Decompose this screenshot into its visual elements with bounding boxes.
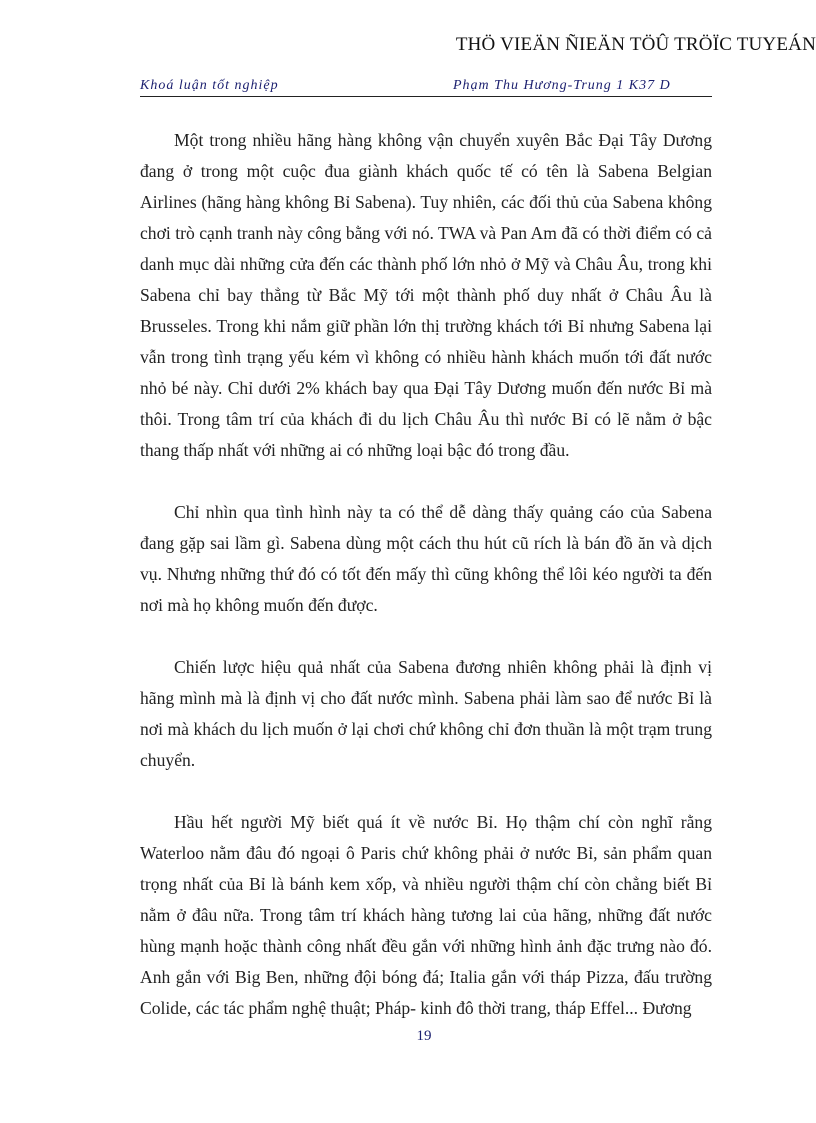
paragraph-4: Hầu hết người Mỹ biết quá ít về nước Bỉ. Họ thậm chí còn nghĩ rằng Waterloo nằm đâu đó ngoại ô Paris chứ không phải ở nước Bỉ, sản phẩm quan trọng nhất của Bỉ là bánh kem xốp, và nhiều người thậm chí còn chẳng biết Bỉ nằm ở đâu nữa. Trong tâm trí khách hàng tương lai của hãng, những đất nước hùng mạnh hoặc thành công nhất đều gắn với những hình ảnh đặc trưng nào đó. Anh gắn với Big Ben, những đội bóng đá; Italia gắn với tháp Pizza, đấu trường Colide, các tác phẩm nghệ thuật; Pháp- kinh đô thời trang, tháp Effel... Đương	[140, 812, 712, 1018]
header-thesis-label: Khoá luận tốt nghiệp	[140, 78, 279, 93]
page-body	[140, 125, 712, 1024]
running-header	[140, 76, 712, 97]
header-author: Phạm Thu Hương-Trung 1 K37 D	[453, 78, 671, 93]
paragraph-1: Một trong nhiều hãng hàng không vận chuyển xuyên Bắc Đại Tây Dương đang ở trong một cuộc đua giành khách quốc tế có tên là Sabena Belgian Airlines (hãng hàng không Bỉ Sabena). Tuy nhiên, các đối thủ của Sabena không chơi trò cạnh tranh này công bằng với nó. TWA và Pan Am đã có thời điểm có cả danh mục dài những cửa đến các thành phố lớn nhỏ ở Mỹ và Châu Âu, trong khi Sabena chỉ bay thẳng từ Bắc Mỹ tới một thành phố duy nhất ở Châu Âu là Brusseles. Trong khi nắm giữ phần lớn thị trường khách tới Bỉ nhưng Sabena lại vẫn trong tình trạng yếu kém vì không có nhiều hành khách muốn tới đất nước nhỏ bé này. Chỉ dưới 2% khách bay qua Đại Tây Dương muốn đến nước Bỉ mà thôi. Trong tâm trí của khách đi du lịch Châu Âu thì nước Bỉ có lẽ nằm ở bậc thang thấp nhất với những ai có những loại bậc đó trong đầu.	[140, 130, 712, 460]
watermark-banner: THÖ VIEÄN ÑIEÄN TÖÛ TRÖÏC TUYEÁN	[455, 34, 816, 55]
paragraph-2: Chỉ nhìn qua tình hình này ta có thể dễ dàng thấy quảng cáo của Sabena đang gặp sai lầm gì. Sabena dùng một cách thu hút cũ rích là bán đồ ăn và dịch vụ. Nhưng những thứ đó có tốt đến mấy thì cũng không thể lôi kéo người ta đến nơi mà họ không muốn đến được.	[140, 502, 712, 615]
page-number: 19	[416, 1028, 432, 1044]
paragraph-3: Chiến lược hiệu quả nhất của Sabena đương nhiên không phải là định vị hãng mình mà là định vị cho đất nước mình. Sabena phải làm sao để nước Bỉ là nơi mà khách du lịch muốn ở lại chơi chứ không chỉ đơn thuần là một trạm trung chuyển.	[140, 657, 712, 770]
